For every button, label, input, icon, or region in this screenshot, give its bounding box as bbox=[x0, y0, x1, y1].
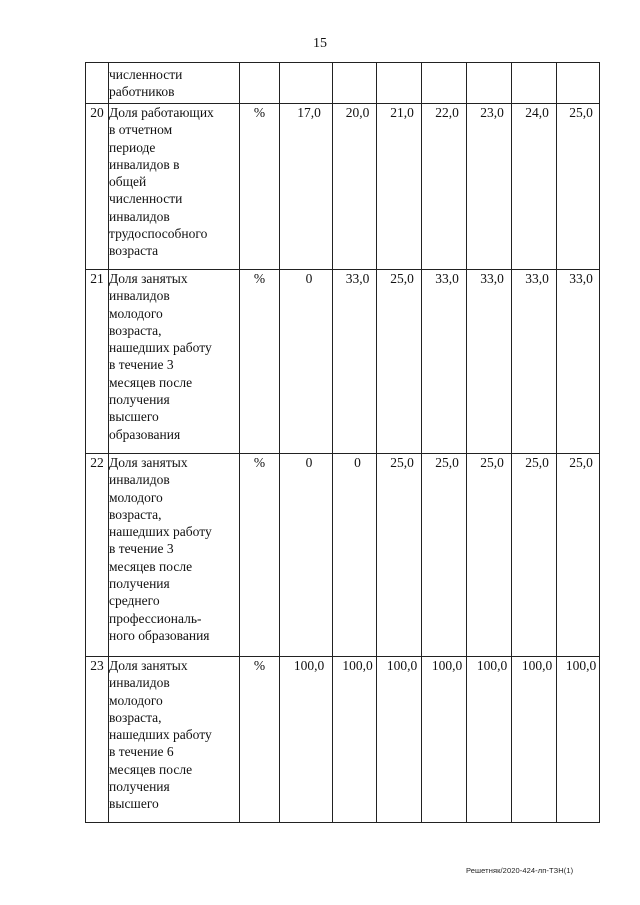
value-cell bbox=[280, 104, 333, 270]
value-cell bbox=[512, 63, 557, 104]
value-cell bbox=[333, 104, 377, 270]
value-cell bbox=[377, 657, 422, 823]
value-text: 33,0 bbox=[569, 271, 593, 286]
indicator-name bbox=[109, 657, 240, 823]
value-cell bbox=[333, 454, 377, 657]
value-text: 25,0 bbox=[390, 455, 414, 470]
value-cell bbox=[377, 454, 422, 657]
value-text: 22,0 bbox=[435, 105, 459, 120]
value-text: 23,0 bbox=[480, 105, 504, 120]
value-cell bbox=[333, 270, 377, 454]
table-row bbox=[86, 270, 600, 454]
value-cell bbox=[467, 104, 512, 270]
value-cell bbox=[512, 104, 557, 270]
value-text: 33,0 bbox=[480, 271, 504, 286]
value-text: 0 bbox=[354, 455, 361, 470]
indicator-name-text: Доля занятых инвалидов молодого возраста, нашедших работу в течение 6 месяцев после получения высшего bbox=[109, 658, 212, 812]
value-text: 100,0 bbox=[293, 658, 325, 673]
value-text: 24,0 bbox=[525, 105, 549, 120]
value-cell bbox=[467, 454, 512, 657]
value-cell bbox=[280, 657, 333, 823]
value-cell bbox=[467, 657, 512, 823]
value-text: 100,0 bbox=[431, 658, 463, 673]
unit-cell bbox=[240, 63, 280, 104]
value-cell bbox=[557, 104, 600, 270]
page-number: 15 bbox=[313, 36, 327, 51]
value-text: 0 bbox=[305, 455, 313, 470]
value-text: 21,0 bbox=[390, 105, 414, 120]
value-cell bbox=[280, 454, 333, 657]
indicator-name bbox=[109, 454, 240, 657]
value-text: 17,0 bbox=[297, 105, 321, 120]
value-cell bbox=[512, 270, 557, 454]
value-text: 100,0 bbox=[476, 658, 508, 673]
value-text: 100,0 bbox=[342, 658, 373, 673]
value-text: 25,0 bbox=[569, 455, 593, 470]
value-cell bbox=[557, 270, 600, 454]
row-number: 20 bbox=[86, 104, 109, 270]
value-cell bbox=[557, 657, 600, 823]
indicator-name-text: численности работников bbox=[109, 67, 183, 100]
table-row bbox=[86, 63, 600, 104]
row-number: 23 bbox=[86, 657, 109, 823]
value-cell bbox=[422, 63, 467, 104]
value-text: 100,0 bbox=[521, 658, 553, 673]
indicator-name bbox=[109, 104, 240, 270]
value-text: 20,0 bbox=[345, 105, 370, 120]
indicator-name-text: Доля занятых инвалидов молодого возраста, нашедших работу в течение 3 месяцев после получения высшего образования bbox=[109, 271, 212, 442]
value-cell bbox=[422, 657, 467, 823]
value-cell bbox=[377, 63, 422, 104]
table-row bbox=[86, 657, 600, 823]
value-cell bbox=[280, 270, 333, 454]
value-text: 100,0 bbox=[386, 658, 418, 673]
table-row bbox=[86, 454, 600, 657]
value-cell bbox=[512, 454, 557, 657]
value-cell bbox=[422, 454, 467, 657]
value-text: 25,0 bbox=[525, 455, 549, 470]
document-reference-footer: Решетняк/2020-424-лп-ТЗН(1) bbox=[466, 866, 574, 875]
value-text: 0 bbox=[305, 271, 313, 286]
value-cell bbox=[557, 454, 600, 657]
value-text: 25,0 bbox=[569, 105, 593, 120]
indicator-name bbox=[109, 270, 240, 454]
value-text: 25,0 bbox=[480, 455, 504, 470]
value-text: 33,0 bbox=[345, 271, 370, 286]
indicators-table bbox=[85, 62, 600, 823]
value-cell bbox=[467, 63, 512, 104]
value-cell bbox=[333, 657, 377, 823]
row-number bbox=[86, 63, 109, 104]
table-row bbox=[86, 104, 600, 270]
indicator-name-text: Доля работающих в отчетном периоде инвалидов в общей численности инвалидов трудоспособного возраста bbox=[109, 105, 214, 259]
unit-cell: % bbox=[240, 657, 280, 823]
unit-cell: % bbox=[240, 454, 280, 657]
value-text: 25,0 bbox=[390, 271, 414, 286]
value-cell bbox=[377, 270, 422, 454]
value-cell bbox=[557, 63, 600, 104]
value-cell bbox=[377, 104, 422, 270]
value-text: 33,0 bbox=[435, 271, 459, 286]
value-cell bbox=[280, 63, 333, 104]
value-text: 33,0 bbox=[525, 271, 549, 286]
indicator-name bbox=[109, 63, 240, 104]
indicator-name-text: Доля занятых инвалидов молодого возраста, нашедших работу в течение 3 месяцев после получения среднего профессиональ- ного образования bbox=[109, 455, 212, 643]
row-number: 22 bbox=[86, 454, 109, 657]
value-cell bbox=[467, 270, 512, 454]
value-cell bbox=[512, 657, 557, 823]
unit-cell: % bbox=[240, 104, 280, 270]
value-cell bbox=[422, 104, 467, 270]
row-number: 21 bbox=[86, 270, 109, 454]
value-text: 100,0 bbox=[565, 658, 597, 673]
value-cell bbox=[422, 270, 467, 454]
value-cell bbox=[333, 63, 377, 104]
value-text: 25,0 bbox=[435, 455, 459, 470]
unit-cell: % bbox=[240, 270, 280, 454]
